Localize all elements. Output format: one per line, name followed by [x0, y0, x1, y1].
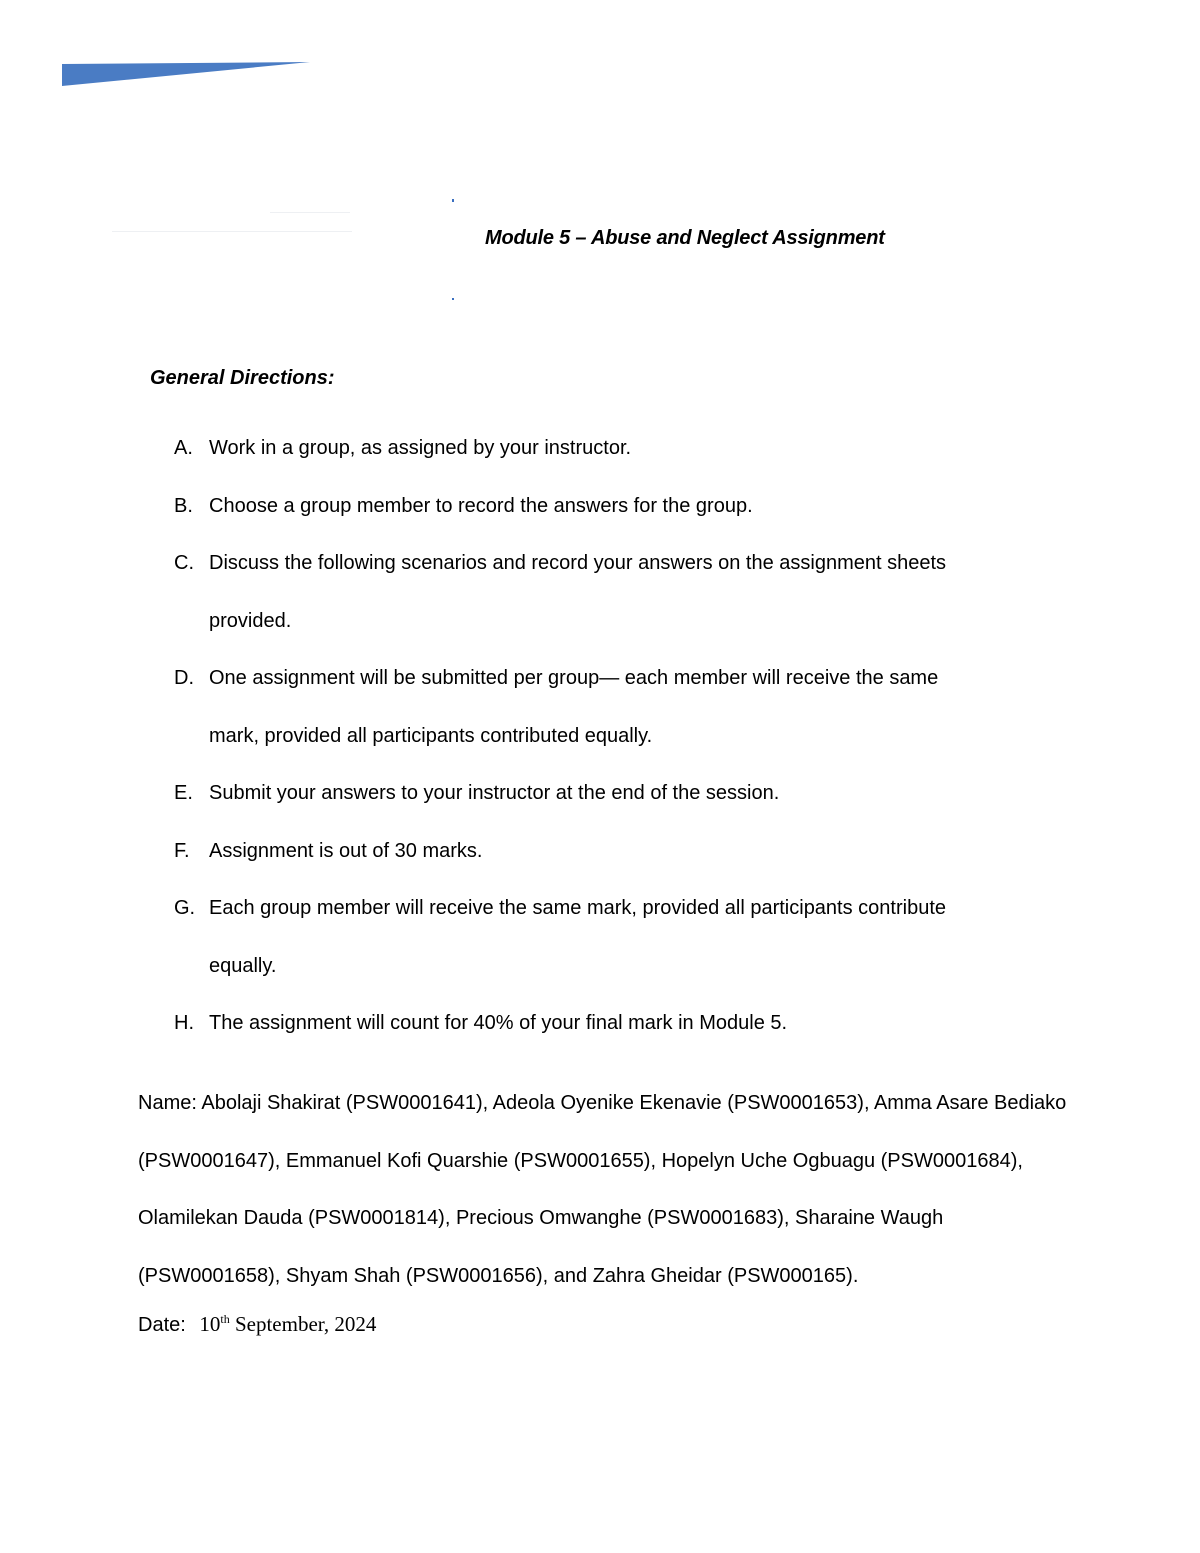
marker-dot [452, 298, 454, 300]
direction-marker: B. [174, 494, 193, 517]
faint-rule [112, 231, 352, 232]
direction-marker: G. [174, 897, 196, 919]
submission-date [138, 1312, 376, 1337]
marker-dot [452, 199, 454, 202]
direction-item [174, 880, 954, 995]
date-label: Date: [138, 1314, 186, 1336]
header-banner-shape [62, 62, 312, 88]
group-members [138, 1075, 1073, 1305]
names-label: Name: [138, 1092, 197, 1114]
direction-marker: C. [174, 552, 194, 574]
direction-text: The assignment will count for 40% of your final mark in Module 5. [209, 1012, 788, 1034]
direction-item [174, 823, 974, 881]
direction-text: Choose a group member to record the answers for the group. [209, 494, 753, 517]
faint-rule [270, 212, 350, 213]
date-day: 10 [199, 1312, 221, 1336]
direction-text: Submit your answers to your instructor at the end of the session. [209, 782, 780, 804]
names-text: Abolaji Shakirat (PSW0001641), Adeola Oyenike Ekenavie (PSW0001653), Amma Asare Bediako (PSW0001647), Emmanuel Kofi Quarshie (PSW0001655), Hopelyn Uche Ogbuagu (PSW0001684), Olamilekan Dauda (PSW0001814), Precious Omwanghe (PSW0001683), Sharaine Waugh (PSW0001658), Shyam Shah (PSW0001656), and Zahra Gheidar (PSW000165). [138, 1092, 1067, 1287]
date-value [199, 1312, 376, 1336]
direction-text: Each group member will receive the same mark, provided all participants contribute equally. [209, 897, 947, 977]
direction-marker: F. [174, 839, 190, 862]
direction-text: One assignment will be submitted per group— each member will receive the same mark, provided all participants contributed equally. [209, 667, 939, 747]
banner-wedge [62, 62, 310, 86]
direction-item [174, 765, 974, 823]
date-ordinal-suffix: th [220, 1312, 230, 1326]
direction-item [174, 650, 989, 765]
direction-marker: A. [174, 437, 193, 459]
direction-item [174, 535, 974, 650]
direction-marker: E. [174, 782, 193, 804]
directions-list [174, 420, 974, 1053]
date-rest: September, 2024 [229, 1312, 377, 1336]
direction-marker: D. [174, 667, 194, 689]
direction-text: Assignment is out of 30 marks. [209, 839, 483, 862]
directions-heading: General Directions: [150, 367, 335, 389]
direction-item [174, 420, 974, 478]
direction-item [174, 995, 974, 1053]
direction-text: Discuss the following scenarios and record your answers on the assignment sheets provided. [209, 552, 947, 632]
direction-item [174, 478, 974, 536]
direction-marker: H. [174, 1012, 194, 1034]
document-title: Module 5 – Abuse and Neglect Assignment [485, 227, 885, 249]
direction-text: Work in a group, as assigned by your instructor. [209, 437, 632, 459]
